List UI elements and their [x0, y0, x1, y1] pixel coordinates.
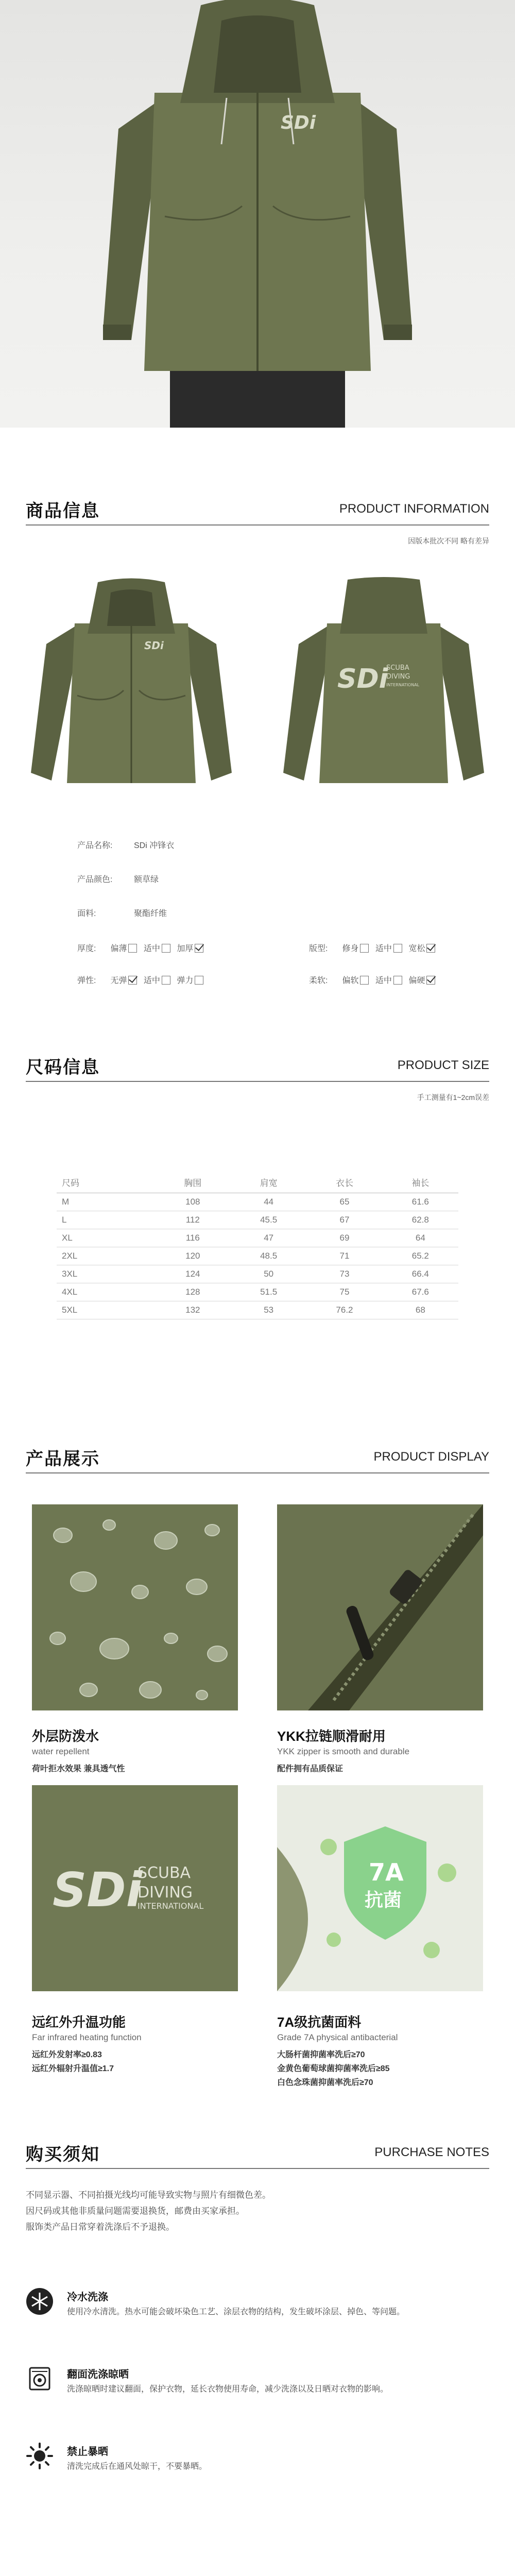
- back-logo: SDi: [337, 664, 388, 694]
- display-title-en: PRODUCT DISPLAY: [373, 1450, 489, 1464]
- divider: [26, 524, 489, 526]
- display-title-cn: 产品展示: [26, 1449, 100, 1469]
- care-inside-out: [26, 2365, 489, 2406]
- checkbox-checked: [195, 944, 203, 953]
- jacket-front-image: [21, 577, 242, 793]
- size-cell: 50: [231, 1265, 306, 1283]
- size-cell: 65.2: [383, 1247, 458, 1265]
- option-medium: 适中: [375, 974, 402, 986]
- attr-label: 产品名称:: [77, 841, 113, 850]
- size-cell: 69: [306, 1229, 382, 1247]
- size-header: [26, 1051, 489, 1083]
- attr-value: 聚酯纤维: [134, 909, 167, 918]
- feature-title-2: YKK拉链顺滑耐用: [277, 1728, 386, 1744]
- checkbox-checked: [426, 976, 435, 985]
- product-info-title-en: PRODUCT INFORMATION: [339, 502, 489, 516]
- size-cell: 71: [306, 1247, 382, 1265]
- check-elasticity: [77, 974, 208, 986]
- feature-en-3: Far infrared heating function: [32, 2032, 142, 2042]
- water-droplets: [32, 1504, 238, 1710]
- hero-jacket-illustration: [0, 0, 515, 428]
- feature-title-4: 7A级抗菌面料: [277, 2014, 362, 2030]
- col-chest: 胸围: [155, 1172, 231, 1193]
- size-row: [57, 1301, 458, 1319]
- size-cell: 2XL: [57, 1247, 155, 1265]
- size-cell: 108: [155, 1193, 231, 1211]
- attr-value: SDi 冲锋衣: [134, 841, 175, 850]
- size-cell: 116: [155, 1229, 231, 1247]
- hero-image: [0, 0, 515, 428]
- size-cell: 120: [155, 1247, 231, 1265]
- size-cell: 45.5: [231, 1211, 306, 1229]
- front-logo: SDi: [144, 639, 164, 652]
- care-desc: 洗涤晾晒时建议翻面，保护衣物，延长衣物使用寿命，减少洗涤以及日晒对衣物的影响。: [67, 2385, 389, 2394]
- tile-logo-sub-1: SCUBA: [138, 1864, 191, 1882]
- size-cell: 68: [383, 1301, 458, 1319]
- size-cell: 3XL: [57, 1265, 155, 1283]
- checkbox-checked: [128, 976, 137, 985]
- size-cell: 65: [306, 1193, 382, 1211]
- badge-line2: 抗菌: [365, 1890, 402, 1911]
- attr-label: 产品颜色:: [77, 875, 113, 884]
- size-row: [57, 1283, 458, 1301]
- check-label: 柔软:: [309, 976, 328, 985]
- size-title-cn: 尺码信息: [26, 1058, 100, 1077]
- product-info-note: 因版本批次不同 略有差异: [408, 537, 489, 545]
- size-cell: XL: [57, 1229, 155, 1247]
- display-header: [26, 1443, 489, 1475]
- size-cell: 61.6: [383, 1193, 458, 1211]
- feature-en-4: Grade 7A physical antibacterial: [277, 2032, 398, 2042]
- col-size: 尺码: [57, 1172, 155, 1193]
- product-info-header: [26, 495, 489, 527]
- size-cell: 75: [306, 1283, 382, 1301]
- size-cell: 132: [155, 1301, 231, 1319]
- care-title: 冷水洗涤: [67, 2292, 108, 2303]
- size-cell: M: [57, 1193, 155, 1211]
- size-row: [57, 1229, 458, 1247]
- zipper-image: [277, 1504, 483, 1710]
- option-slim: 修身: [342, 942, 369, 954]
- checkbox: [393, 944, 402, 953]
- option-thick: 加厚: [177, 942, 203, 954]
- size-cell: 67: [306, 1211, 382, 1229]
- notes-title-en: PURCHASE NOTES: [374, 2145, 489, 2159]
- size-row: [57, 1265, 458, 1283]
- checkbox: [195, 976, 203, 985]
- tile-logo-sub-2: DIVING: [138, 1884, 193, 1902]
- attr-label: 面料:: [77, 909, 96, 918]
- feature-desc-1: 荷叶拒水效果 兼具透气性: [32, 1765, 125, 1773]
- checkbox: [162, 944, 170, 953]
- size-cell: 5XL: [57, 1301, 155, 1319]
- size-cell: 64: [383, 1229, 458, 1247]
- care-title: 翻面洗涤晾晒: [67, 2369, 129, 2380]
- divider: [26, 2168, 489, 2169]
- care-desc: 清洗完成后在通风处晾干，不要暴晒。: [67, 2462, 208, 2471]
- check-softness: [309, 974, 439, 986]
- size-note: 手工测量有1~2cm误差: [417, 1093, 489, 1101]
- size-cell: 62.8: [383, 1211, 458, 1229]
- feature-title-3: 远红外升温功能: [32, 2014, 126, 2030]
- size-cell: 48.5: [231, 1247, 306, 1265]
- care-title: 禁止暴晒: [67, 2446, 108, 2458]
- size-cell: 128: [155, 1283, 231, 1301]
- tile-logo: SDi: [53, 1862, 143, 1918]
- option-soft: 偏软: [342, 974, 369, 986]
- option-thin: 偏薄: [110, 942, 137, 954]
- size-table-header-row: [57, 1172, 458, 1193]
- attr-name: [77, 839, 174, 851]
- attr-color: [77, 873, 159, 885]
- option-hard: 偏硬: [408, 974, 435, 986]
- attr-value: 额草绿: [134, 875, 159, 884]
- size-title-en: PRODUCT SIZE: [397, 1058, 489, 1072]
- option-medium: 适中: [144, 974, 170, 986]
- divider: [26, 1472, 489, 1473]
- back-logo-sub-2: DIVING: [386, 673, 410, 681]
- logo-closeup: [32, 1785, 238, 1991]
- water-repellent-image: [32, 1504, 238, 1710]
- option-regular: 适中: [375, 942, 402, 954]
- col-sleeve: 袖长: [383, 1172, 458, 1193]
- size-table: [57, 1172, 458, 1319]
- feature-desc-3: 远红外发射率≥0.83 远红外辐射升温值≥1.7: [32, 2050, 114, 2073]
- back-logo-sub-3: INTERNATIONAL: [386, 683, 420, 687]
- size-cell: 51.5: [231, 1283, 306, 1301]
- check-thickness: [77, 942, 208, 954]
- checkbox-checked: [426, 944, 435, 953]
- back-logo-sub-1: SCUBA: [386, 664, 409, 672]
- attr-fabric: [77, 907, 167, 919]
- option-none: 无弹: [110, 974, 137, 986]
- jacket-back-image: [273, 577, 494, 793]
- tile-logo-sub-3: INTERNATIONAL: [138, 1901, 204, 1911]
- care-no-sun: [26, 2442, 489, 2483]
- size-cell: 76.2: [306, 1301, 382, 1319]
- size-cell: 47: [231, 1229, 306, 1247]
- feature-en-1: water repellent: [32, 1747, 90, 1756]
- size-cell: 44: [231, 1193, 306, 1211]
- feature-desc-4: 大肠杆菌抑菌率洗后≥70 金黄色葡萄球菌抑菌率洗后≥85 白色念珠菌抑菌率洗后≥70: [277, 2050, 390, 2087]
- check-label: 弹性:: [77, 976, 96, 985]
- size-table-body: [57, 1193, 458, 1319]
- size-row: [57, 1247, 458, 1265]
- size-row: [57, 1211, 458, 1229]
- divider: [26, 1081, 489, 1082]
- checkbox: [360, 976, 369, 985]
- option-stretch: 弹力: [177, 974, 203, 986]
- size-row: [57, 1193, 458, 1211]
- size-cell: 73: [306, 1265, 382, 1283]
- size-cell: 4XL: [57, 1283, 155, 1301]
- care-cold-wash: [26, 2287, 489, 2329]
- size-cell: 66.4: [383, 1265, 458, 1283]
- size-cell: L: [57, 1211, 155, 1229]
- col-shoulder: 肩宽: [231, 1172, 306, 1193]
- feature-title-1: 外层防泼水: [32, 1728, 99, 1744]
- feature-en-2: YKK zipper is smooth and durable: [277, 1747, 410, 1756]
- feature-desc-2: 配件拥有品质保证: [277, 1765, 344, 1773]
- check-label: 厚度:: [77, 944, 96, 953]
- size-cell: 53: [231, 1301, 306, 1319]
- zipper-closeup: [277, 1504, 483, 1710]
- checkbox: [128, 944, 137, 953]
- antibacterial-badge: [277, 1785, 483, 1991]
- option-medium: 适中: [144, 942, 170, 954]
- heating-function-image: [32, 1785, 238, 1991]
- size-cell: 124: [155, 1265, 231, 1283]
- size-cell: 112: [155, 1211, 231, 1229]
- hero-logo: SDi: [281, 112, 316, 133]
- snowflake-icon: [26, 2287, 54, 2315]
- option-loose: 宽松: [408, 942, 435, 954]
- notes-text: 不同显示器、不同拍摄光线均可能导致实物与照片有细微色差。 因尺码或其他非质量问题需要退换货，邮费由买家承担。 服饰类产品日常穿着洗涤后不予退换。: [26, 2190, 271, 2232]
- col-length: 衣长: [306, 1172, 382, 1193]
- sun-icon: [26, 2442, 54, 2470]
- notes-title-cn: 购买须知: [26, 2145, 100, 2164]
- care-desc: 使用冷水清洗。热水可能会破坏染色工艺、涂层衣物的结构，发生破坏涂层、掉色、等问题。: [67, 2308, 405, 2316]
- check-fit: [309, 942, 439, 954]
- antibacterial-image: [277, 1785, 483, 1991]
- notes-header: [26, 2138, 489, 2170]
- checkbox: [393, 976, 402, 985]
- washing-machine-icon: [26, 2365, 54, 2393]
- check-label: 版型:: [309, 944, 328, 953]
- size-cell: 67.6: [383, 1283, 458, 1301]
- product-info-title-cn: 商品信息: [26, 501, 100, 521]
- badge-line1: 7A: [369, 1858, 404, 1886]
- checkbox: [360, 944, 369, 953]
- checkbox: [162, 976, 170, 985]
